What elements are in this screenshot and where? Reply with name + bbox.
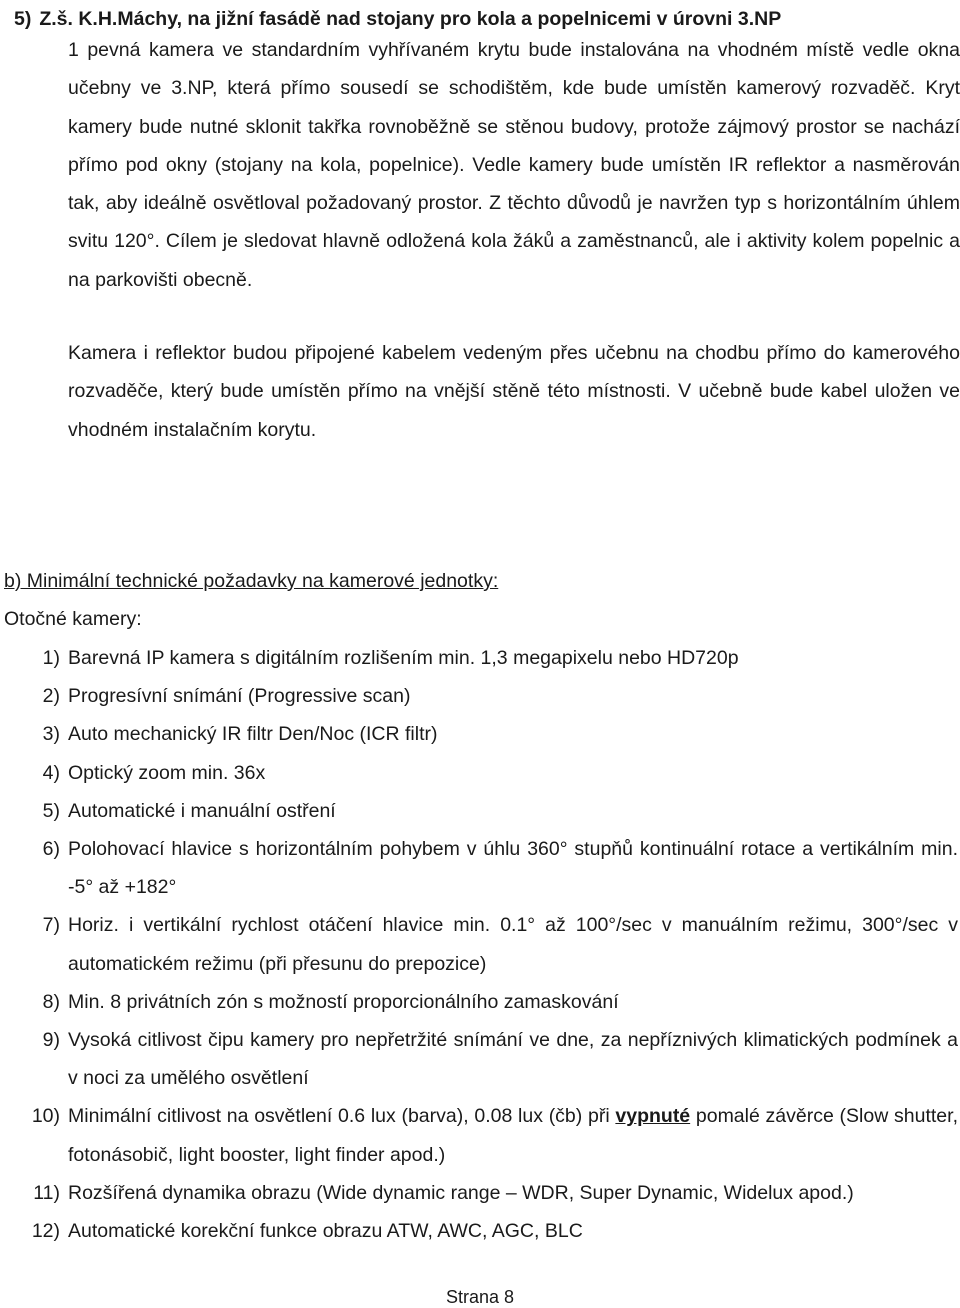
rotating-cameras-label: Otočné kamery:: [4, 608, 142, 630]
paragraph-camera-placement: 1 pevná kamera ve standardním vyhřívaném krytu bude instalována na vhodném místě vedle okna učebny ve 3.NP, která přímo sousedí se schodištěm, kde bude umístěn kamerový rozvaděč. Kryt kamery bude nutné sklonit takřka rovnoběžně se stěnou budovy, protože zájmový prostor se nachází přímo pod okny (stojany na kola, popelnice). Vedle kamery bude umístěn IR reflektor a nasměrován tak, aby ideálně osvětloval požadovaný prostor. Z těchto důvodů je navržen typ s horizontálním úhlem svitu 120°. Cílem je sledovat hlavně odložená kola žáků a zaměstnanců, ale i aktivity kolem popelnic a na parkovišti obecně.: [68, 39, 960, 291]
list-item: 1) Barevná IP kamera s digitálním rozlišením min. 1,3 megapixelu nebo HD720p: [42, 647, 739, 669]
list-item: 12) Automatické korekční funkce obrazu ATW, AWC, AGC, BLC: [31, 1220, 583, 1243]
section-number: 5): [14, 8, 32, 30]
list-item: 6) Polohovací hlavice s horizontálním pohybem v úhlu 360° stupňů kontinuální rotace a vertikálním min. -5° až +182°: [42, 838, 958, 899]
emphasis-switched-off: vypnuté: [615, 1105, 691, 1128]
list-item: 11) Rozšířená dynamika obrazu (Wide dynamic range – WDR, Super Dynamic, Widelux apod.): [33, 1181, 854, 1204]
list-item: 4) Optický zoom min. 36x: [42, 761, 266, 784]
page-number: Strana 8: [445, 1287, 515, 1307]
list-item: 8) Min. 8 privátních zón s možností proporcionálního zamaskování: [42, 990, 619, 1013]
list-item: 3) Auto mechanický IR filtr Den/Noc (ICR filtr): [42, 723, 438, 746]
requirements-heading: b) Minimální technické požadavky na kamerové jednotky:: [4, 570, 499, 592]
list-item: 5) Automatické i manuální ostření: [42, 799, 336, 822]
list-item: 9) Vysoká citlivost čipu kamery pro nepřetržité snímání ve dne, za nepříznivých klimatických podmínek a v noci za umělého osvětlení: [42, 1029, 958, 1090]
requirements-list: [0, 639, 960, 1250]
paragraph-cabling: Kamera i reflektor budou připojené kabelem vedeným přes učebnu na chodbu přímo do kamerového rozvaděče, který bude umístěn přímo na vnější stěně této místnosti. V učebně bude kabel uložen ve vhodném instalačním korytu.: [68, 342, 960, 441]
list-item: 7) Horiz. i vertikální rychlost otáčení hlavice min. 0.1° až 100°/sec v manuálním režimu, 300°/sec v automatickém režimu (při přesunu do prepozice): [42, 914, 958, 975]
section-title: Z.š. K.H.Máchy, na jižní fasádě nad stojany pro kola a popelnicemi v úrovni 3.NP: [39, 8, 782, 30]
list-item: 2) Progresívní snímání (Progressive scan): [42, 685, 411, 708]
list-item: 10) Minimální citlivost na osvětlení 0.6 lux (barva), 0.08 lux (čb) při vypnuté pomalé závěrce (Slow shutter, fotonásobič, light booster, light finder apod.): [31, 1105, 958, 1166]
